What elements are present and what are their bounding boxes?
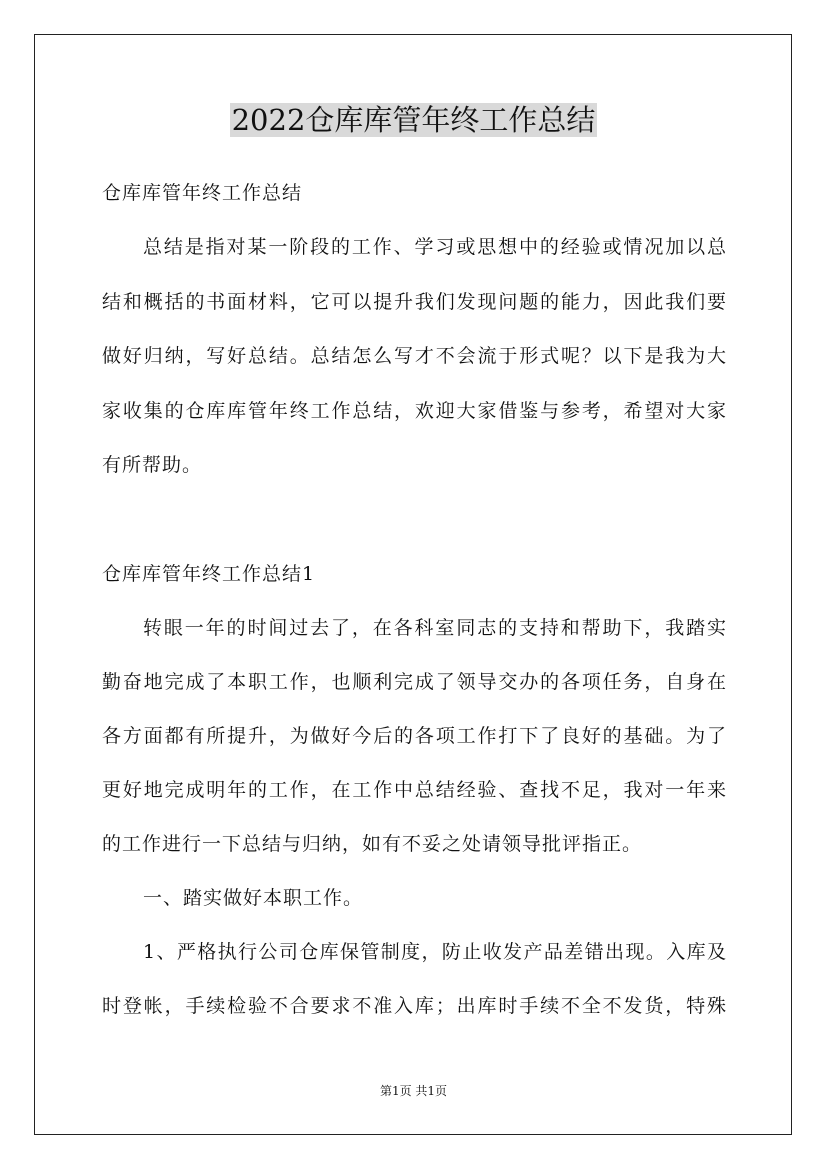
subtitle: 仓库库管年终工作总结 [102,182,303,204]
item1-line-1: 1、严格执行公司仓库保管制度，防止收发产品差错出现。入库及 [143,941,726,963]
section1-line-4: 更好地完成明年的工作，在工作中总结经验、查找不足，我对一年来 [102,779,726,801]
document-title-text: 2022仓库库管年终工作总结 [231,103,596,137]
point1-heading: 一、踏实做好本职工作。 [143,887,364,909]
intro-line-5: 有所帮助。 [102,454,203,476]
document-title [0,96,827,144]
item1-line-2: 时登帐，手续检验不合要求不准入库；出库时手续不全不发货，特殊 [102,995,726,1017]
section1-line-3: 各方面都有所提升，为做好今后的各项工作打下了良好的基础。为了 [102,725,726,747]
section1-line-2: 勤奋地完成了本职工作，也顺利完成了领导交办的各项任务，自身在 [102,671,726,693]
page-footer: 第1页 共1页 [379,1084,448,1098]
intro-line-3: 做好归纳，写好总结。总结怎么写才不会流于形式呢？以下是我为大 [102,345,726,367]
intro-line-2: 结和概括的书面材料，它可以提升我们发现问题的能力，因此我们要 [102,291,726,313]
section1-line-5: 的工作进行一下总结与归纳，如有不妥之处请领导批评指正。 [102,833,643,855]
intro-line-4: 家收集的仓库库管年终工作总结，欢迎大家借鉴与参考，希望对大家 [102,400,726,422]
section1-heading: 仓库库管年终工作总结1 [102,563,316,585]
intro-line-1: 总结是指对某一阶段的工作、学习或思想中的经验或情况加以总 [143,236,726,258]
section1-line-1: 转眼一年的时间过去了，在各科室同志的支持和帮助下，我踏实 [143,617,726,639]
